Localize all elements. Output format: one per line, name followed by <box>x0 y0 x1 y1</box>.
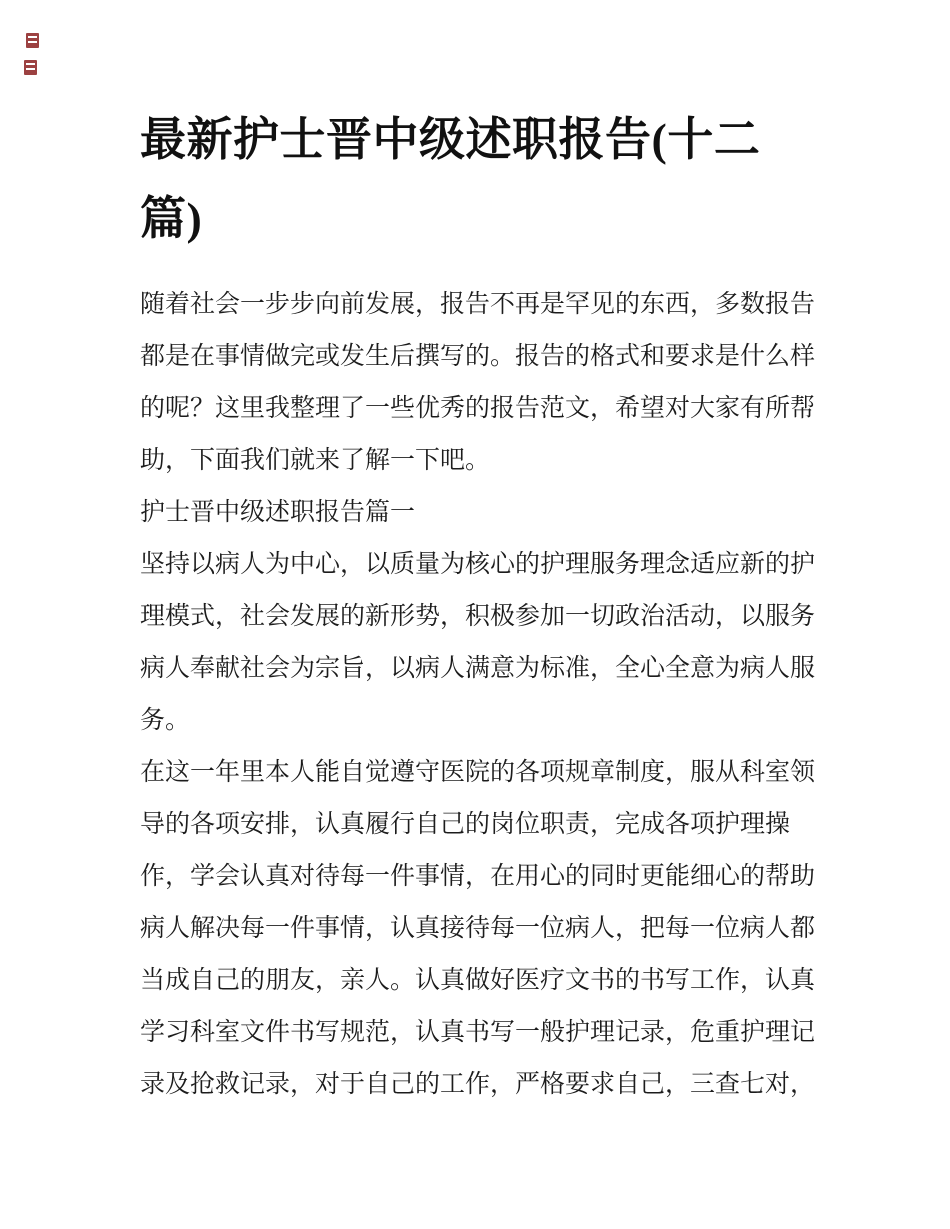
body-text-line: 病人奉献社会为宗旨，以病人满意为标准，全心全意为病人服 <box>140 655 816 682</box>
document-title <box>140 100 840 258</box>
title-line: 篇) <box>140 193 203 244</box>
body-text-line: 坚持以病人为中心，以质量为核心的护理服务理念适应新的护 <box>140 551 816 578</box>
red-stamp-mark <box>24 60 37 75</box>
body-text-line: 学习科室文件书写规范，认真书写一般护理记录，危重护理记 <box>140 1019 816 1046</box>
body-text-line: 导的各项安排，认真履行自己的岗位职责，完成各项护理操 <box>140 811 791 838</box>
section-heading-line: 护士晋中级述职报告篇一 <box>140 499 416 526</box>
body-text-line: 作，学会认真对待每一件事情，在用心的同时更能细心的帮助 <box>140 863 816 890</box>
body-text-line: 都是在事情做完或发生后撰写的。报告的格式和要求是什么样 <box>140 343 816 370</box>
body-text-line: 助，下面我们就来了解一下吧。 <box>140 447 491 474</box>
body-text-line: 理模式，社会发展的新形势，积极参加一切政治活动，以服务 <box>140 603 816 630</box>
body-text-line: 当成自己的朋友，亲人。认真做好医疗文书的书写工作，认真 <box>140 967 816 994</box>
red-stamp-mark <box>26 33 39 48</box>
body-text-line: 在这一年里本人能自觉遵守医院的各项规章制度，服从科室领 <box>140 759 816 786</box>
body-text-line: 务。 <box>140 707 191 734</box>
title-line: 最新护士晋中级述职报告(十二 <box>140 114 761 165</box>
body-text-line: 病人解决每一件事情，认真接待每一位病人，把每一位病人都 <box>140 915 816 942</box>
document-body <box>140 279 830 1111</box>
body-text-line: 的呢？这里我整理了一些优秀的报告范文，希望对大家有所帮 <box>140 395 816 422</box>
body-text-line: 随着社会一步步向前发展，报告不再是罕见的东西，多数报告 <box>140 291 816 318</box>
body-text-line: 录及抢救记录，对于自己的工作，严格要求自己，三查七对， <box>140 1071 816 1098</box>
